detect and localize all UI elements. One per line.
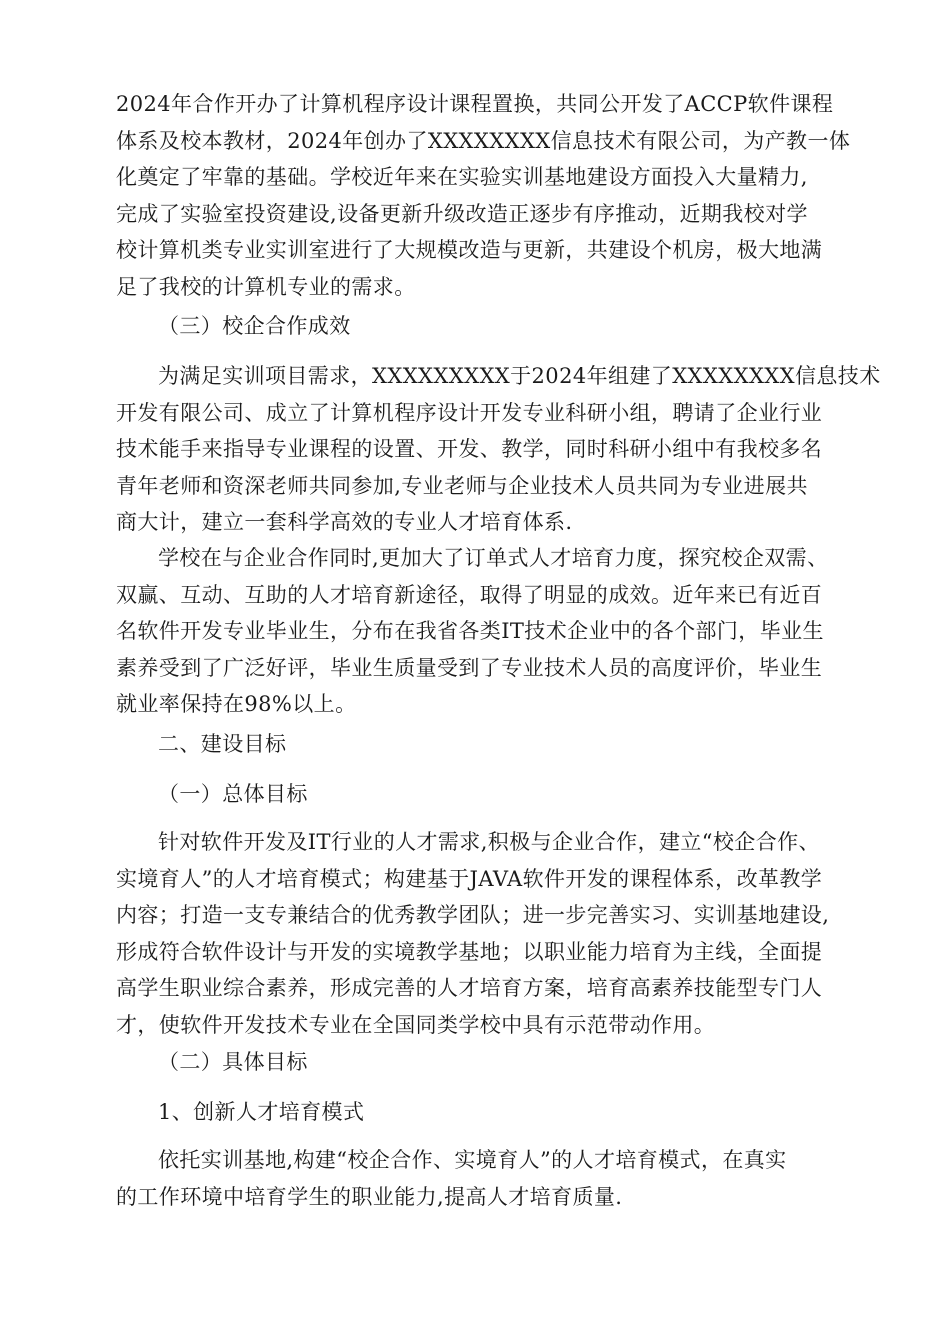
text-line: 商大计，建立一套科学高效的专业人才培育体系. [116, 510, 573, 534]
paragraph-training-model [116, 1142, 856, 1215]
heading-cooperation-results [116, 308, 856, 345]
text-line: 内容；打造一支专兼结合的优秀教学团队；进一步完善实习、实训基地建设, [116, 903, 830, 927]
section-heading: （一）总体目标 [158, 782, 308, 806]
heading-overall-goal [116, 776, 856, 813]
text-line: 形成符合软件设计与开发的实境教学基地；以职业能力培育为主线，全面提 [116, 939, 823, 964]
text-line: 的工作环境中培育学生的职业能力,提高人才培育质量. [116, 1184, 623, 1209]
text-line: 青年老师和资深老师共同参加,专业老师与企业技术人员共同为专业进展共 [116, 473, 808, 498]
text-line: 2024年合作开办了计算机程序设计课程置换，共同公开发了ACCP软件课程 [116, 92, 834, 116]
section-heading: （三）校企合作成效 [158, 314, 351, 338]
paragraph-cooperation-history [116, 86, 856, 305]
text-line: 开发有限公司、成立了计算机程序设计开发专业科研小组，聘请了企业行业 [116, 400, 823, 425]
text-line: 为满足实训项目需求，XXXXXXXXX于2024年组建了XXXXXXXX信息技术 [158, 364, 881, 388]
text-line: 针对软件开发及IT行业的人才需求,积极与企业合作，建立“校企合作、 [158, 830, 820, 854]
text-line: 实境育人”的人才培育模式；构建基于JAVA软件开发的课程体系，改革教学 [116, 866, 823, 891]
text-line: 校计算机类专业实训室进行了大规模改造与更新，共建设个机房，极大地满 [116, 238, 823, 262]
text-line: 高学生职业综合素养，形成完善的人才培育方案，培育高素养技能型专门人 [116, 976, 823, 1000]
section-heading: 1、创新人才培育模式 [158, 1100, 365, 1124]
text-line: 才，使软件开发技术专业在全国同类学校中具有示范带动作用。 [116, 1012, 716, 1037]
text-line: 技术能手来指导专业课程的设置、开发、教学，同时科研小组中有我校多名 [116, 437, 823, 461]
text-line: 体系及校本教材，2024年创办了XXXXXXXX信息技术有限公司，为产教一体 [116, 128, 851, 153]
text-line: 就业率保持在98%以上。 [116, 692, 357, 716]
text-line: 学校在与企业合作同时,更加大了订单式人才培育力度，探究校企双需、 [158, 546, 829, 570]
text-line: 依托实训基地,构建“校企合作、实境育人”的人才培育模式，在真实 [158, 1148, 787, 1172]
text-line: 完成了实验室投资建设,设备更新升级改造正逐步有序推动，近期我校对学 [116, 201, 808, 226]
text-line: 名软件开发专业毕业生，分布在我省各类IT技术企业中的各个部门，毕业生 [116, 619, 824, 643]
text-line: 双赢、互动、互助的人才培育新途径，取得了明显的成效。近年来已有近百 [116, 582, 823, 607]
heading-item-1 [116, 1094, 856, 1131]
text-line: 足了我校的计算机专业的需求。 [116, 274, 416, 299]
text-line: 化奠定了牢靠的基础。学校近年来在实验实训基地建设方面投入大量精力, [116, 165, 808, 189]
heading-construction-goals [116, 726, 856, 763]
section-heading: 二、建设目标 [158, 732, 287, 756]
paragraph-training-company [116, 358, 881, 541]
section-heading: （二）具体目标 [158, 1050, 308, 1074]
paragraph-order-training [116, 540, 856, 723]
heading-specific-goals [116, 1044, 856, 1081]
paragraph-overall-goal [116, 824, 856, 1043]
text-line: 素养受到了广泛好评，毕业生质量受到了专业技术人员的高度评价，毕业生 [116, 655, 823, 680]
